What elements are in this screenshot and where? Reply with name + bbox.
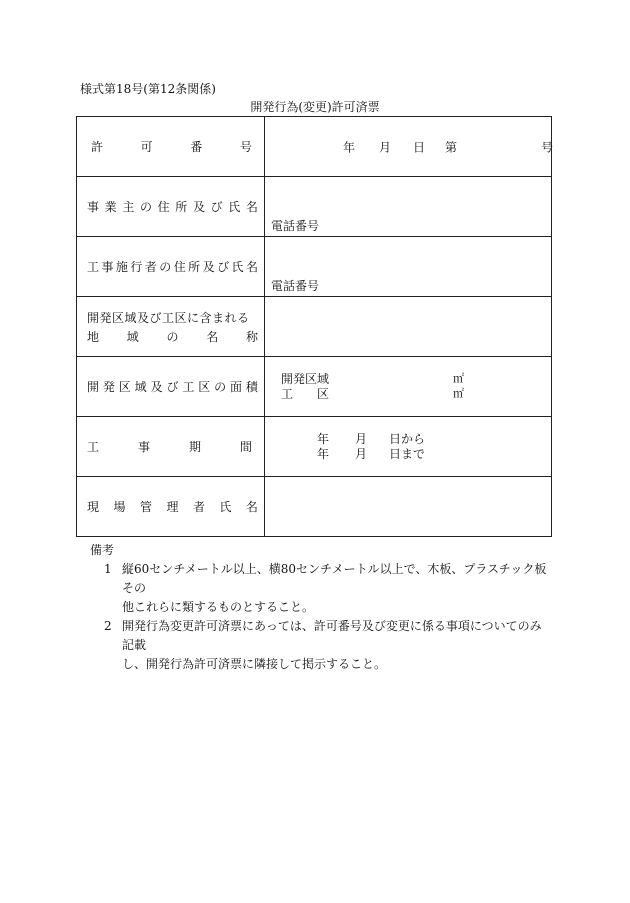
note-item — [90, 560, 550, 617]
note-text — [122, 560, 550, 617]
label-char: 期 — [188, 440, 201, 454]
label-char: 事 — [137, 440, 150, 454]
value-area-size — [265, 357, 552, 417]
business-owner-phone-label: 電話番号 — [271, 219, 320, 233]
notes-section — [90, 541, 550, 674]
label-site-manager — [77, 477, 265, 537]
label-char: 名 — [245, 500, 258, 514]
label-char: 氏 — [219, 500, 232, 514]
label-char: 住 — [157, 200, 170, 214]
label-char: 氏 — [228, 200, 241, 214]
label-char: 区 — [118, 380, 131, 394]
label-contractor — [77, 237, 265, 297]
label-char: 理 — [166, 500, 179, 514]
label-char: の — [139, 200, 152, 214]
contractor-phone-label: 電話番号 — [271, 279, 320, 293]
label-char: び — [217, 260, 230, 274]
row-contractor — [77, 237, 552, 297]
to-day: 日まで — [389, 446, 426, 461]
label-char: 所 — [175, 200, 188, 214]
label-char: 主 — [122, 200, 135, 214]
value-permit-number — [265, 117, 552, 177]
row-work-period — [77, 417, 552, 477]
from-month: 月 — [355, 431, 368, 446]
label-char: 所 — [188, 260, 201, 274]
label-char: 住 — [173, 260, 186, 274]
label-char: 区 — [198, 380, 211, 394]
row-area-names — [77, 297, 552, 357]
permit-year: 年 — [343, 140, 356, 154]
label-char: 発 — [102, 380, 115, 394]
dev-area-unit: ㎡ — [453, 372, 464, 385]
label-char: 及 — [192, 200, 205, 214]
note-line: し、開発行為許可済票に隣接して掲示すること。 — [122, 657, 387, 671]
permit-month: 月 — [379, 140, 392, 154]
label-char: び — [210, 200, 223, 214]
notes-heading: 備考 — [90, 543, 115, 557]
label-char: 事 — [101, 260, 114, 274]
label-permit-number — [77, 117, 265, 177]
label-line: 開発区域及び工区に含まれる — [87, 310, 250, 325]
value-business-owner — [265, 177, 552, 237]
label-char: 名 — [206, 329, 219, 344]
label-char: 地 — [87, 329, 100, 344]
label-char: 域 — [126, 329, 139, 344]
work-area-unit: ㎡ — [453, 387, 464, 400]
work-area-label: 工 区 — [281, 386, 330, 401]
note-number: 1 — [104, 562, 112, 576]
value-contractor — [265, 237, 552, 297]
label-char: 及 — [202, 260, 215, 274]
label-char: 場 — [113, 500, 126, 514]
label-char: 可 — [140, 140, 153, 154]
label-char: 管 — [139, 500, 152, 514]
label-char: 開 — [87, 380, 100, 394]
label-char: び — [166, 380, 179, 394]
label-char: 名 — [245, 200, 258, 214]
from-year: 年 — [317, 431, 330, 446]
label-char: 称 — [245, 329, 258, 344]
label-char: 及 — [150, 380, 163, 394]
from-day: 日から — [389, 431, 426, 446]
row-area-size — [77, 357, 552, 417]
row-site-manager — [77, 477, 552, 537]
value-site-manager — [265, 477, 552, 537]
note-text — [122, 617, 550, 674]
label-char: 間 — [239, 440, 252, 454]
label-char: 者 — [192, 500, 205, 514]
value-work-period — [265, 417, 552, 477]
note-item — [90, 617, 550, 674]
label-char: 域 — [134, 380, 147, 394]
document-title: 開発行為(変更)許可済票 — [250, 100, 380, 114]
label-char: の — [214, 380, 227, 394]
form-number: 様式第18号(第12条関係) — [80, 82, 216, 96]
label-char: 面 — [230, 380, 243, 394]
label-char: 業 — [104, 200, 117, 214]
permit-go: 号 — [541, 140, 554, 154]
note-number: 2 — [104, 619, 112, 633]
label-char: 事 — [87, 200, 100, 214]
row-business-owner — [77, 177, 552, 237]
to-year: 年 — [317, 446, 330, 461]
label-char: 工 — [87, 440, 100, 454]
permit-dai: 第 — [445, 140, 458, 154]
label-char: 許 — [91, 140, 104, 154]
dev-area-label: 開発区域 — [281, 371, 330, 386]
label-char: 氏 — [231, 260, 244, 274]
label-char: 者 — [144, 260, 157, 274]
label-char: 工 — [87, 260, 100, 274]
note-line: 開発行為変更許可済票にあっては、許可番号及び変更に係る事項についてのみ記載 — [122, 619, 542, 652]
permit-sign-table — [76, 116, 552, 537]
label-work-period — [77, 417, 265, 477]
label-char: 施 — [115, 260, 128, 274]
label-char: の — [166, 329, 179, 344]
label-char: 号 — [239, 140, 252, 154]
label-area-size — [77, 357, 265, 417]
label-char: 工 — [182, 380, 195, 394]
permit-day: 日 — [413, 140, 426, 154]
label-char: の — [159, 260, 172, 274]
label-char: 名 — [245, 260, 258, 274]
note-line: 縦60センチメートル以上、横80センチメートル以上で、木板、プラスチック板その — [122, 562, 547, 595]
label-char: 現 — [87, 500, 100, 514]
label-area-names — [77, 297, 265, 357]
to-month: 月 — [355, 446, 368, 461]
row-permit-number — [77, 117, 552, 177]
label-char: 積 — [245, 380, 258, 394]
label-char: 行 — [130, 260, 143, 274]
note-line: 他これらに類するものとすること。 — [122, 600, 315, 614]
value-area-names — [265, 297, 552, 357]
label-char: 番 — [190, 140, 203, 154]
label-business-owner — [77, 177, 265, 237]
